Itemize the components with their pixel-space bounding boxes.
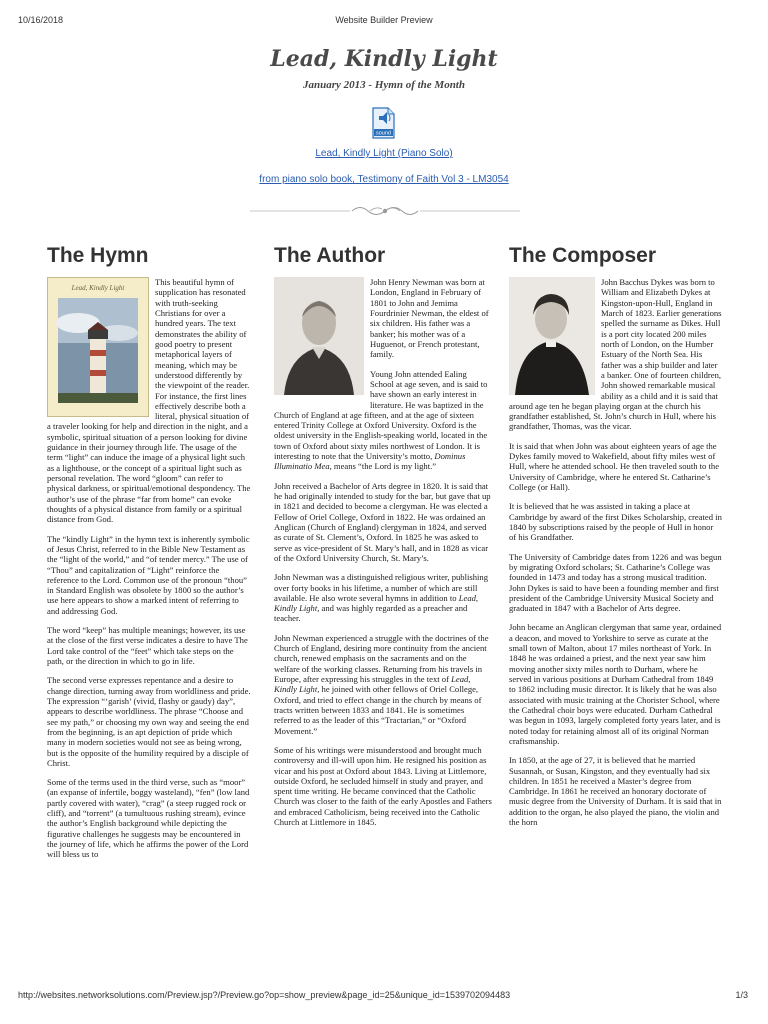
composer-column	[509, 244, 722, 836]
composer-paragraph: John Bacchus Dykes was born to William and Elizabeth Dykes at Kingston-upon-Hull, England in March of 1823. Earlier generations spelled the surname as Dikes. Hull is a port city located 200 miles north of London, on the Humber Estuary of the North Sea. His father was a ship builder and later a banker. One of fourteen children, John showed remarkable musical ability as a child and it is said that around age ten he began playing organ at the church his grandfather established, St. John’s church in Hull, where his grandfather, Thomas, was the vicar.	[509, 277, 722, 432]
hymn-heading: The Hymn	[47, 244, 149, 267]
hymn-paragraph: The second verse expresses repentance and a desire to change direction, turning away from worldliness and pride. The expression “‘garish’ (vivid, flashy or gaudy) day”, appears to describe worldliness. The phrase “Choose and see my path,” or choosing my own way and seeing the end from the beginning, is an apt depiction of pride which many in modern societies would not see as being wrong, but is the opposite of the humility required by a disciple of Christ.	[47, 675, 251, 768]
composer-paragraph: John became an Anglican clergyman that same year, ordained a deacon, and moved to Yorkshire to serve as curate at the small town of Malton, about 17 miles northeast of York. In 1848 he was ordained a priest, and the next year saw him moving another sixty miles north to Durham, where he served in various positions at Durham Cathedral from 1849 to 1862 including music director. It is likely that he was also associated with music training at the Chorister School, where the Cathedral choir boys were educated. Durham Cathedral was begun in 1093, largely completed forty years later, and is noted today for retaining almost all of its original Norman craftsmanship.	[509, 622, 722, 746]
hymn-cover-image	[47, 277, 149, 417]
hymn-paragraph: Some of the terms used in the third verse, such as “moor” (an expanse of infertile, boggy wasteland), “fen” (low land partly covered with water), “crag” (a steep rugged rock or cliff), and “torrent” (a tumultuous rushing stream), evince the author’s English background while depicting the figurative challenges he suggests may be encountered in the journey of life, which he affirms the power of the Lord will bless us to	[47, 777, 250, 860]
composer-heading: The Composer	[509, 244, 657, 267]
piano-book-link[interactable]: from piano solo book, Testimony of Faith Vol 3 - LM3054	[259, 174, 509, 185]
page-subtitle: January 2013 - Hymn of the Month	[303, 79, 465, 91]
composer-paragraph: The University of Cambridge dates from 1226 and was begun by migrating Oxford scholars; St. Catharine’s College was founded in 1473 and today has a strong musical tradition. John Dykes is said to have been a founding member and first president of the Cambridge University Musical Society and graduated in 1847 with a Bachelor of Arts degree.	[509, 551, 722, 614]
author-paragraph: John received a Bachelor of Arts degree in 1820. It is said that he had originally intended to study for the bar, but gave that up in 1821 and decided to become a clergyman. He was elected a Fellow of Oriel College, Oxford in 1822. He was ordained an Anglican (Church of England) clergyman in 1824, and served as curate of St. Clement’s, Oxford. In 1825 he was asked to serve as vice-president of St. Mary’s hall, and in 1828 as vicar of the Oxford University Church, St. Mary’s.	[274, 480, 491, 563]
print-date: 10/16/2018	[18, 15, 64, 25]
hymn-column	[47, 244, 252, 869]
author-column	[274, 244, 492, 836]
author-paragraph: Some of his writings were misunderstood and brought much controversy and ill-will upon him. He resigned his position as vicar and his post at Oxford about 1843. Living at Littlemore, outside Oxford, he secluded himself in study and prayer, and spent time writing. He became convinced that the Catholic Church was closer to the faith of the early Apostles and Fathers and embraced Catholicism, being received into the Catholic Church at Littlemore in 1845.	[274, 744, 492, 828]
print-header	[0, 15, 768, 29]
author-paragraph-text: John Newman was a distinguished religious writer, publishing over forty books in his lifetime, a number of which are still available. He also wrote several hymns in addition to	[274, 572, 488, 603]
sound-icon[interactable]	[370, 107, 396, 139]
hymn-title-ref: Lead, Kindly Light	[274, 592, 479, 614]
author-paragraph-text: Young John attended Ealing School at age seven, and is said to have shown an early interest in literature. He was baptized in the Church of England at age fifteen, and at the age of sixteen entered Trinity College at Oxford University. Oxford is the oldest university in the English-speaking world, located in the town of Oxford about sixty miles northwest of London. It is interesting to note that the University’s motto,	[274, 368, 488, 462]
composer-portrait	[509, 277, 595, 397]
page-title: Lead, Kindly Light	[270, 46, 498, 72]
hymn-cover-title: Lead, Kindly Light	[71, 284, 125, 293]
author-portrait	[274, 277, 364, 397]
print-page-number: 1/3	[735, 990, 748, 1000]
composer-paragraph: It is said that when John was about eighteen years of age the Dykes family moved to Wakefield, about fifty miles west of Hull, where he attended school. He then traveled south to the University of Cambridge, where he entered St. Catharine’s College (or Hall).	[509, 440, 720, 493]
hymn-paragraph: This beautiful hymn of supplication has resonated with truth-seeking Christians for over a hundred years. The text demonstrates the ability of good poetry to present metaphorical layers of meaning, which may be understood differently by the viewpoint of the reader. For instance, the first lines effectively describe both a literal, physical situation of a traveler looking for help and direction in the night, and a symbolic, spiritual situation of a person looking for divine guidance in their journey through life. The usage of the term “light” can induce the image of a physical light such as a lighthouse, or the concept of a spiritual light such as personal revelation. The word “gloom” can refer to physical darkness, or spiritual/emotional despondency. The author’s use of the phrase “far from home” can evoke thoughts of a physical distance from family or a spiritual distance from God.	[47, 277, 251, 525]
ornament-divider	[250, 203, 520, 219]
author-paragraph-text: , he joined with other fellows of Oriel College, Oxford, and tried to effect change in the church by means of tracts written between 1833 and 1841. He is sometimes referred to as the leader of this “Tractarian,” or “Oxford Movement.”	[274, 684, 482, 736]
hymn-title-ref: Lead, Kindly Light	[274, 674, 471, 695]
author-paragraph	[274, 572, 492, 624]
author-paragraph	[274, 633, 492, 736]
sound-icon-label: sound	[376, 130, 391, 137]
author-paragraph: John Henry Newman was born at London, England in February of 1801 to John and Jemima Fourdrinier Newman, the eldest of six children. His father was a banker; his mother was of a Huguenot, or French protestant, family.	[370, 277, 489, 360]
print-footer	[0, 990, 768, 1004]
author-heading: The Author	[274, 244, 386, 267]
print-title: Website Builder Preview	[335, 15, 433, 25]
piano-solo-link[interactable]: Lead, Kindly Light (Piano Solo)	[315, 148, 453, 159]
print-url: http://websites.networksolutions.com/Preview.jsp?/Preview.go?op=show_preview&page_id=25&unique_id=1539702094483	[18, 990, 511, 1000]
author-paragraph-text: , and was highly regarded as a preacher and teacher.	[274, 603, 468, 624]
composer-paragraph: It is believed that he was assisted in taking a place at Cambridge by award of the first Dikes Scholarship, created in 1840 by subscriptions raised by the people of Hull in honor of his Grandfather.	[509, 501, 722, 543]
author-paragraph-text: , means “the Lord is my light.”	[329, 461, 437, 472]
university-motto: Dominus Illuminatio Mea	[274, 451, 466, 472]
hymn-paragraph: The “kindly Light” in the hymn text is inherently symbolic of Jesus Christ, referred to in the Bible New Testament as the “light of the world,” and “of tender mercy.” The use of “Thou” and capitalization of “Light” reinforce the reference to the Lord. Common use of the pronoun “thou” in Standard English was obsolete by 1800 so the author’s use here appears to show a marked intent of referring to and addressing God.	[47, 533, 250, 616]
hymn-paragraph: The word “keep” has multiple meanings; however, its use at the close of the first verse indicates a desire to have The Lord take control of the “feet” which take steps on the path, or the direction in which to go in life.	[47, 625, 248, 667]
author-paragraph-text: John Newman experienced a struggle with the doctrines of the Church of England, desiring more continuity from the ancient church, renewed emphasis on the sacraments and on the welfare of the working classes. Returning from his travels in Europe, after expressing his struggles in the text of	[274, 632, 489, 685]
composer-paragraph: In 1850, at the age of 27, it is believed that he married Susannah, or Susan, Kingston, and they eventually had six children. In 1851 he received a Master’s degree from Cambridge. In 1861 he received an honorary doctorate of music degree from the University of Durham. It is said that in addition to the organ, he also played the piano, the violin and the horn	[509, 755, 722, 828]
